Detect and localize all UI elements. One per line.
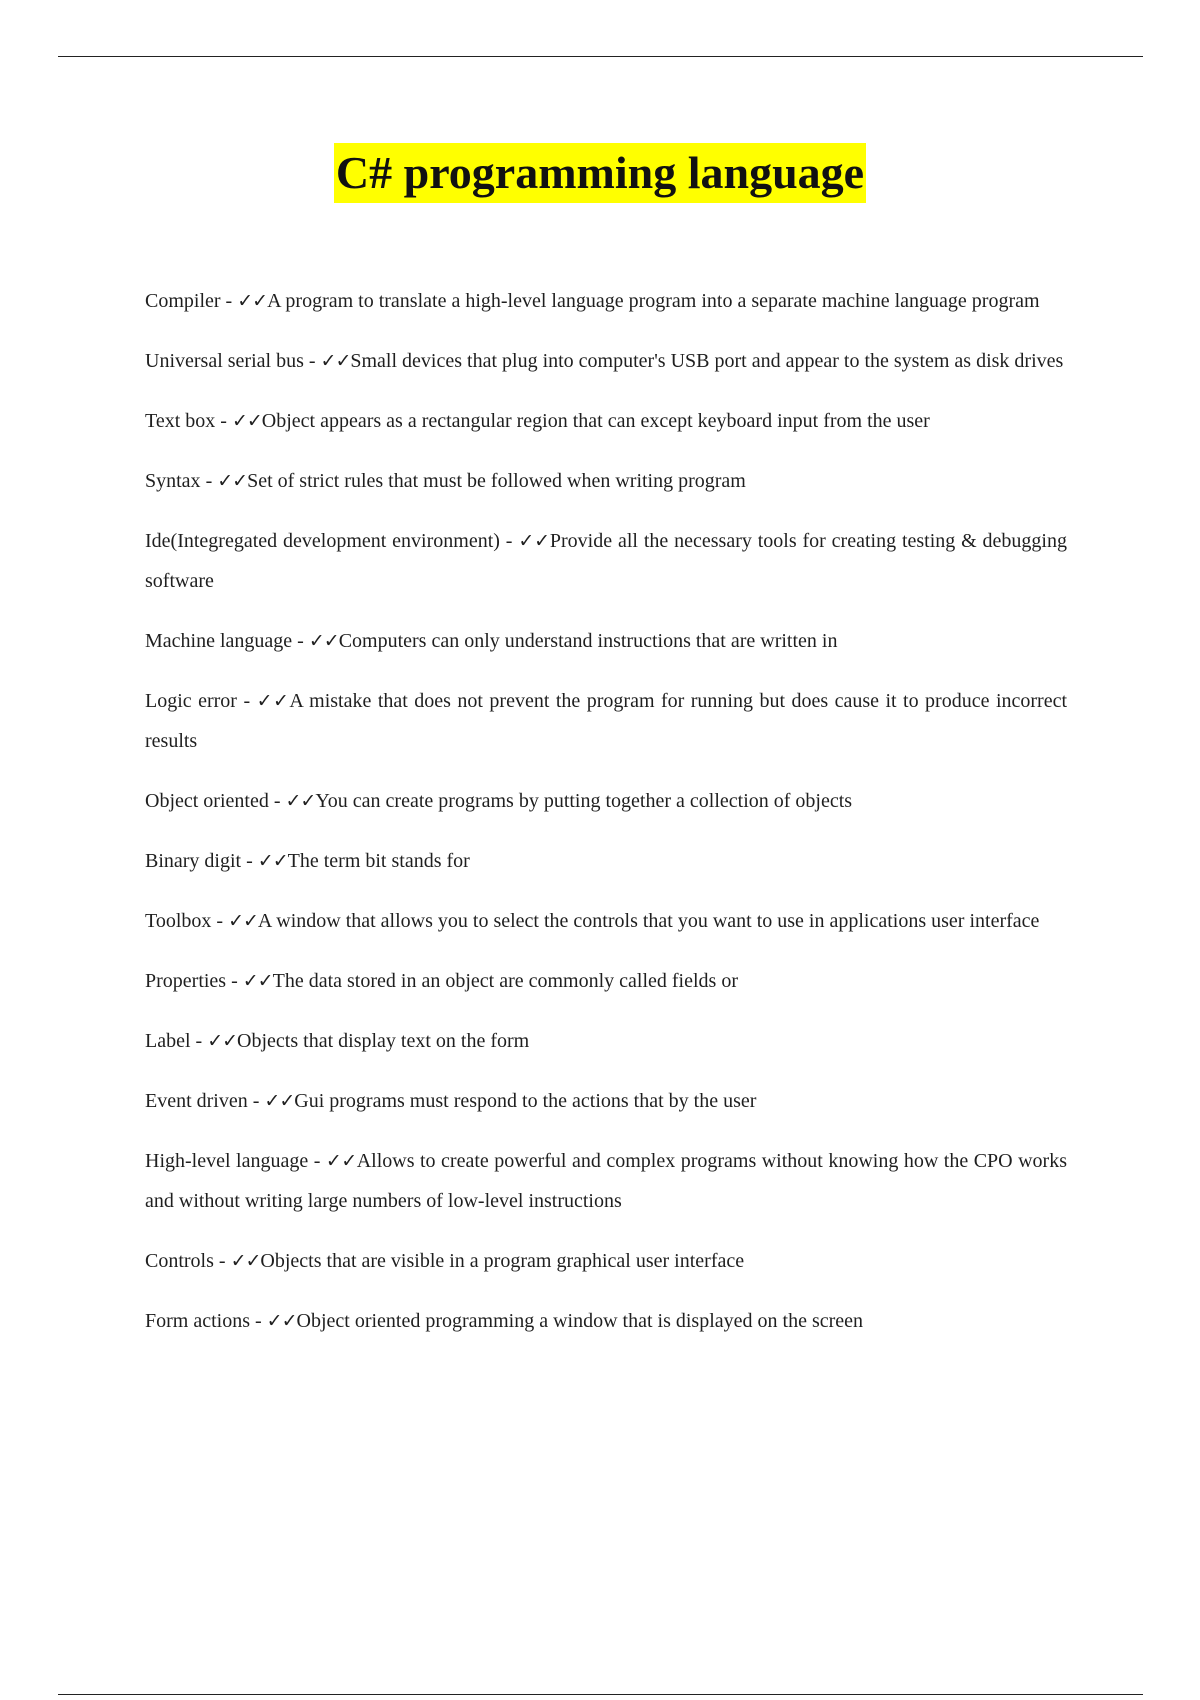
entry-term: Binary digit — [145, 850, 242, 872]
definition-item: Logic error - ✓✓A mistake that does not prevent the program for running but does cause it to produce incorrect results — [145, 690, 1068, 752]
definition-item: Ide(Integregated development environment) - ✓✓Provide all the necessary tools for creating testing & debugging software — [145, 530, 1067, 592]
entry-definition: The term bit stands for — [287, 850, 470, 872]
entry-definition: Object appears as a rectangular region that can except keyboard input from the user — [261, 410, 930, 432]
entry-definition: A mistake that does not prevent the program for running but does cause it to produce incorrect results — [145, 690, 1068, 752]
double-check-icon: ✓✓ — [228, 910, 258, 932]
definition-item: Compiler - ✓✓A program to translate a high-level language program into a separate machine language program — [145, 290, 1040, 312]
entry-definition: Object oriented programming a window that is displayed on the screen — [296, 1310, 864, 1332]
entry-definition: A window that allows you to select the controls that you want to use in applications user interface — [257, 910, 1040, 932]
double-check-icon: ✓✓ — [237, 290, 268, 312]
double-check-icon: ✓✓ — [230, 1250, 261, 1272]
entry-term: Toolbox — [145, 910, 212, 932]
double-check-icon: ✓✓ — [264, 1090, 295, 1112]
entry-term: Compiler — [145, 290, 221, 312]
entry-definition: Objects that display text on the form — [237, 1030, 530, 1052]
double-check-icon: ✓✓ — [320, 350, 351, 372]
entry-term: Object oriented — [145, 790, 269, 812]
entry-term: Controls — [145, 1250, 214, 1272]
definition-item: Form actions - ✓✓Object oriented programming a window that is displayed on the screen — [145, 1310, 864, 1332]
double-check-icon: ✓✓ — [257, 850, 288, 872]
double-check-icon: ✓✓ — [325, 1150, 357, 1172]
entry-definition: Small devices that plug into computer's USB port and appear to the system as disk drives — [350, 350, 1064, 372]
title-block — [0, 143, 1200, 203]
double-check-icon: ✓✓ — [242, 970, 273, 992]
entry-term: High-level language — [145, 1150, 309, 1172]
entry-term: Label — [145, 1030, 191, 1052]
entry-term: Text box — [145, 410, 216, 432]
definition-item: Text box - ✓✓Object appears as a rectangular region that can except keyboard input from the user — [145, 410, 930, 432]
definition-item: Properties - ✓✓The data stored in an object are commonly called fields or — [145, 970, 738, 992]
double-check-icon: ✓✓ — [266, 1310, 297, 1332]
page-title: C# programming language — [334, 143, 866, 203]
definition-item: High-level language - ✓✓Allows to create powerful and complex programs without knowing how the CPO works and without writing large numbers of low-level instructions — [145, 1150, 1068, 1212]
definition-item: Event driven - ✓✓Gui programs must respond to the actions that by the user — [145, 1090, 757, 1112]
definition-item: Object oriented - ✓✓You can create programs by putting together a collection of objects — [145, 790, 853, 812]
double-check-icon: ✓✓ — [285, 790, 316, 812]
entry-term: Universal serial bus — [145, 350, 304, 372]
definition-item: Machine language - ✓✓Computers can only understand instructions that are written in — [145, 630, 838, 652]
double-check-icon: ✓✓ — [217, 470, 248, 492]
bottom-rule — [58, 1694, 1143, 1695]
entry-definition: Set of strict rules that must be followed when writing program — [247, 470, 746, 492]
definition-item: Binary digit - ✓✓The term bit stands for — [145, 850, 470, 872]
definition-item: Label - ✓✓Objects that display text on the form — [145, 1030, 530, 1052]
definition-item: Controls - ✓✓Objects that are visible in a program graphical user interface — [145, 1250, 745, 1272]
entry-term: Logic error — [145, 690, 237, 712]
double-check-icon: ✓✓ — [518, 530, 550, 552]
double-check-icon: ✓✓ — [308, 630, 339, 652]
entry-term: Form actions — [145, 1310, 250, 1332]
double-check-icon: ✓✓ — [256, 690, 290, 712]
entry-definition: Gui programs must respond to the actions that by the user — [294, 1090, 757, 1112]
entry-definition: A program to translate a high-level language program into a separate machine language program — [267, 290, 1040, 312]
entry-term: Machine language — [145, 630, 293, 652]
entry-definition: You can create programs by putting together a collection of objects — [315, 790, 853, 812]
definition-item: Toolbox - ✓✓A window that allows you to select the controls that you want to use in applications user interface — [145, 910, 1040, 932]
entry-definition: Computers can only understand instructions that are written in — [338, 630, 838, 652]
entry-definition: The data stored in an object are commonly called fields or — [272, 970, 738, 992]
entry-definition: Objects that are visible in a program graphical user interface — [260, 1250, 745, 1272]
double-check-icon: ✓✓ — [207, 1030, 238, 1052]
double-check-icon: ✓✓ — [231, 410, 262, 432]
entry-term: Properties — [145, 970, 227, 992]
definition-list — [145, 281, 1067, 1361]
top-rule — [58, 56, 1143, 57]
entry-term: Syntax — [145, 470, 201, 492]
definition-item: Universal serial bus - ✓✓Small devices that plug into computer's USB port and appear to the system as disk drives — [145, 350, 1064, 372]
entry-term: Event driven — [145, 1090, 248, 1112]
entry-definition: Provide all the necessary tools for creating testing & debugging software — [145, 530, 1067, 592]
entry-term: Ide(Integregated development environment) — [145, 530, 500, 552]
definition-item: Syntax - ✓✓Set of strict rules that must be followed when writing program — [145, 470, 746, 492]
entry-definition: Allows to create powerful and complex programs without knowing how the CPO works and without writing large numbers of low-level instructions — [145, 1150, 1068, 1212]
